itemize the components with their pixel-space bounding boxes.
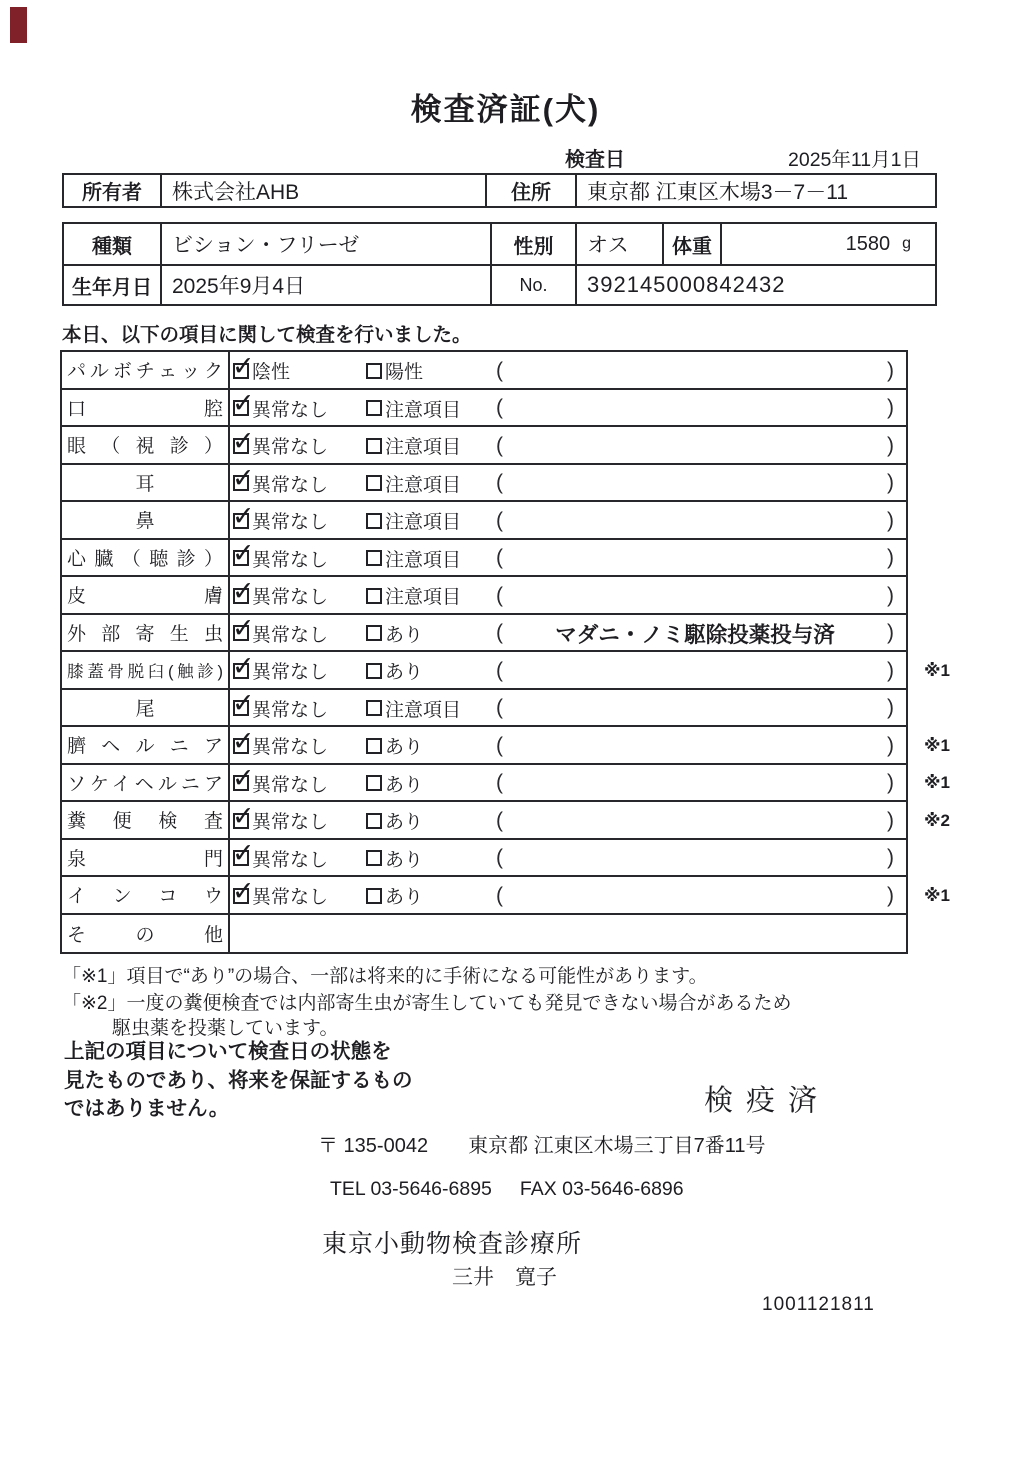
checked-option-label: 異常なし [252,549,329,571]
checklist-row [62,577,906,615]
unchecked-option-label: あり [385,662,424,684]
unchecked-checkbox-icon [366,700,382,716]
clinic-postal-row [318,1129,766,1158]
sex-value: オス [575,224,662,264]
unchecked-option-label: 注意項目 [385,437,462,459]
checked-option-label: 異常なし [252,887,329,909]
footnote-2-line2: 駆虫薬を投薬しています。 [112,1018,339,1039]
paren-open: ( [496,471,503,495]
checked-checkbox-icon [233,625,249,641]
paren-open: ( [496,621,503,645]
item-label: 尾 [135,698,155,720]
paren-open: ( [496,433,503,457]
footnote-mark: ※1 [924,773,950,793]
footnote-1: 「※1」項目で“あり”の場合、一部は将来的に手術になる可能性があります。 [62,966,708,987]
checklist-row [62,502,906,540]
paren-close: ) [887,696,894,720]
inspection-date-value: 2025年11月1日 [788,149,921,171]
paren-open: ( [496,546,503,570]
checklist-row [62,652,950,690]
item-label: 糞便検査 [67,811,223,833]
quarantine-stamp: 検疫済 [704,1085,831,1117]
paren-close: ) [887,471,894,495]
unchecked-option-label: あり [385,737,424,759]
weight-value-cell [720,224,935,264]
weight-unit: g [902,235,911,252]
unchecked-checkbox-icon [366,588,382,604]
breed-value: ビション・フリーゼ [160,224,490,264]
checked-checkbox-icon [233,400,249,416]
unchecked-option-label: 注意項目 [385,512,462,534]
checked-option-label: 異常なし [252,399,329,421]
checklist-row [62,690,906,728]
clinic-name: 東京小動物検査診療所 [322,1230,583,1258]
paren-open: ( [496,658,503,682]
checked-checkbox-icon [233,700,249,716]
item-label: 耳 [135,473,155,495]
item-label: 心臓（聴診） [67,548,223,570]
info-table [62,222,937,306]
unchecked-checkbox-icon [366,475,382,491]
checked-option-label: 異常なし [252,699,329,721]
checklist-row [62,390,906,428]
footnote-mark: ※1 [924,735,950,755]
owner-table [62,173,937,208]
item-label: 外部寄生虫 [67,623,223,645]
checked-checkbox-icon [233,663,249,679]
checked-checkbox-icon [233,363,249,379]
unchecked-option-label: 注意項目 [385,549,462,571]
item-label: 眼（視診） [67,436,223,458]
checked-option-label: 異常なし [252,737,329,759]
checked-option-label: 異常なし [252,774,329,796]
checked-option-label: 異常なし [252,474,329,496]
unchecked-checkbox-icon [366,513,382,529]
paren-open: ( [496,358,503,382]
item-label: 泉門 [67,848,223,870]
unchecked-checkbox-icon [366,775,382,791]
checklist-row [62,465,906,503]
intro-text: 本日、以下の項目に関して検査を行いました。 [62,324,472,346]
owner-label: 所有者 [82,182,142,204]
breed-label: 種類 [92,235,132,258]
sex-label: 性別 [490,224,575,264]
owner-value: 株式会社AHB [160,175,485,206]
no-value: 392145000842432 [575,264,935,304]
item-label: その他 [67,924,223,946]
item-label: パルボチェック [67,361,223,383]
unchecked-option-label: 注意項目 [385,699,462,721]
paren-close: ) [887,658,894,682]
checked-option-label: 異常なし [252,437,329,459]
checklist-row [62,352,906,390]
unchecked-checkbox-icon [366,888,382,904]
checked-checkbox-icon [233,888,249,904]
clinic-tel-row [330,1178,684,1201]
checklist-row [62,765,950,803]
paren-close: ) [887,396,894,420]
unchecked-checkbox-icon [366,550,382,566]
unchecked-checkbox-icon [366,850,382,866]
checked-checkbox-icon [233,475,249,491]
checklist-table [60,350,950,954]
unchecked-option-label: 注意項目 [385,474,462,496]
veterinarian-name: 三井 寛子 [452,1266,557,1289]
checklist-row [62,840,906,878]
paren-open: ( [496,808,503,832]
unchecked-checkbox-icon [366,663,382,679]
clinic-postal-code: 〒 135-0042 [318,1135,429,1157]
disclaimer-line: 見たものであり、将来を保証するもの [64,1068,413,1092]
footnote-mark: ※2 [924,810,950,830]
unchecked-checkbox-icon [366,738,382,754]
unchecked-checkbox-icon [366,438,382,454]
weight-value: 1580 [845,232,891,255]
paren-open: ( [496,696,503,720]
clinic-address: 東京都 江東区木場三丁目7番11号 [468,1135,766,1157]
checked-checkbox-icon [233,438,249,454]
inspection-date-label: 検査日 [565,149,625,171]
paren-close: ) [887,508,894,532]
checked-option-label: 異常なし [252,812,329,834]
paren-close: ) [887,771,894,795]
disclaimer-line: 上記の項目について検査日の状態を [64,1040,392,1063]
unchecked-checkbox-icon [366,363,382,379]
item-label: 皮膚 [67,586,223,608]
checked-option-label: 異常なし [252,624,329,646]
unchecked-option-label: あり [385,812,424,834]
paren-close: ) [887,621,894,645]
paren-note: マダニ・ノミ駆除投薬投与済 [555,622,835,647]
footnote-mark: ※1 [924,885,950,905]
unchecked-checkbox-icon [366,625,382,641]
checked-checkbox-icon [233,550,249,566]
clinic-fax: FAX 03-5646-6896 [519,1178,684,1200]
paren-close: ) [887,883,894,907]
checked-checkbox-icon [233,738,249,754]
checklist-row [62,877,950,915]
checked-checkbox-icon [233,775,249,791]
unchecked-option-label: あり [385,849,424,871]
checked-option-label: 異常なし [252,662,329,684]
birth-value: 2025年9月4日 [160,264,490,304]
unchecked-option-label: あり [385,774,424,796]
paren-open: ( [496,508,503,532]
paren-open: ( [496,883,503,907]
paren-close: ) [887,808,894,832]
unchecked-option-label: 陽性 [385,362,424,384]
checked-option-label: 異常なし [252,512,329,534]
checklist-row [62,802,950,840]
page-title: 検査済証(犬) [410,92,601,127]
item-label: 口腔 [67,398,223,420]
paren-open: ( [496,846,503,870]
item-label: ソケイヘルニア [67,773,223,795]
paren-open: ( [496,733,503,757]
checklist-row [62,727,950,765]
unchecked-option-label: 注意項目 [385,399,462,421]
checked-checkbox-icon [233,513,249,529]
birth-label: 生年月日 [64,264,160,304]
unchecked-option-label: あり [385,887,424,909]
item-label: 膝蓋骨脱臼(触診) [67,662,223,681]
address-label: 住所 [485,175,575,206]
checklist-row [62,615,906,653]
unchecked-option-label: 注意項目 [385,587,462,609]
checked-option-label: 異常なし [252,849,329,871]
paren-close: ) [887,846,894,870]
checked-checkbox-icon [233,813,249,829]
clinic-tel: TEL 03-5646-6895 [330,1178,492,1200]
paren-close: ) [887,733,894,757]
checklist-row [62,540,906,578]
paren-close: ) [887,433,894,457]
serial-number: 1001121811 [762,1294,875,1315]
unchecked-option-label: あり [385,624,424,646]
checked-checkbox-icon [233,588,249,604]
item-label: インコウ [67,886,223,908]
paren-close: ) [887,358,894,382]
scan-red-mark [10,7,27,43]
checked-checkbox-icon [233,850,249,866]
paren-open: ( [496,771,503,795]
checked-option-label: 陰性 [252,362,291,384]
unchecked-checkbox-icon [366,813,382,829]
paren-open: ( [496,583,503,607]
paren-close: ) [887,546,894,570]
item-label: 鼻 [135,511,155,533]
checklist-row [62,427,906,465]
paren-close: ) [887,583,894,607]
no-label: No. [490,264,575,304]
unchecked-checkbox-icon [366,400,382,416]
paren-open: ( [496,396,503,420]
checked-option-label: 異常なし [252,587,329,609]
disclaimer-line: ではありません。 [64,1097,230,1120]
item-label: 臍ヘルニア [67,736,223,758]
footnote-2-line1: 「※2」一度の糞便検査では内部寄生虫が寄生していても発見できない場合があるため [62,993,792,1014]
checklist-row [62,915,906,953]
footnote-mark: ※1 [924,660,950,680]
disclaimer [64,1038,413,1124]
address-value: 東京都 江東区木場3－7－11 [575,175,935,206]
weight-label: 体重 [662,224,720,264]
